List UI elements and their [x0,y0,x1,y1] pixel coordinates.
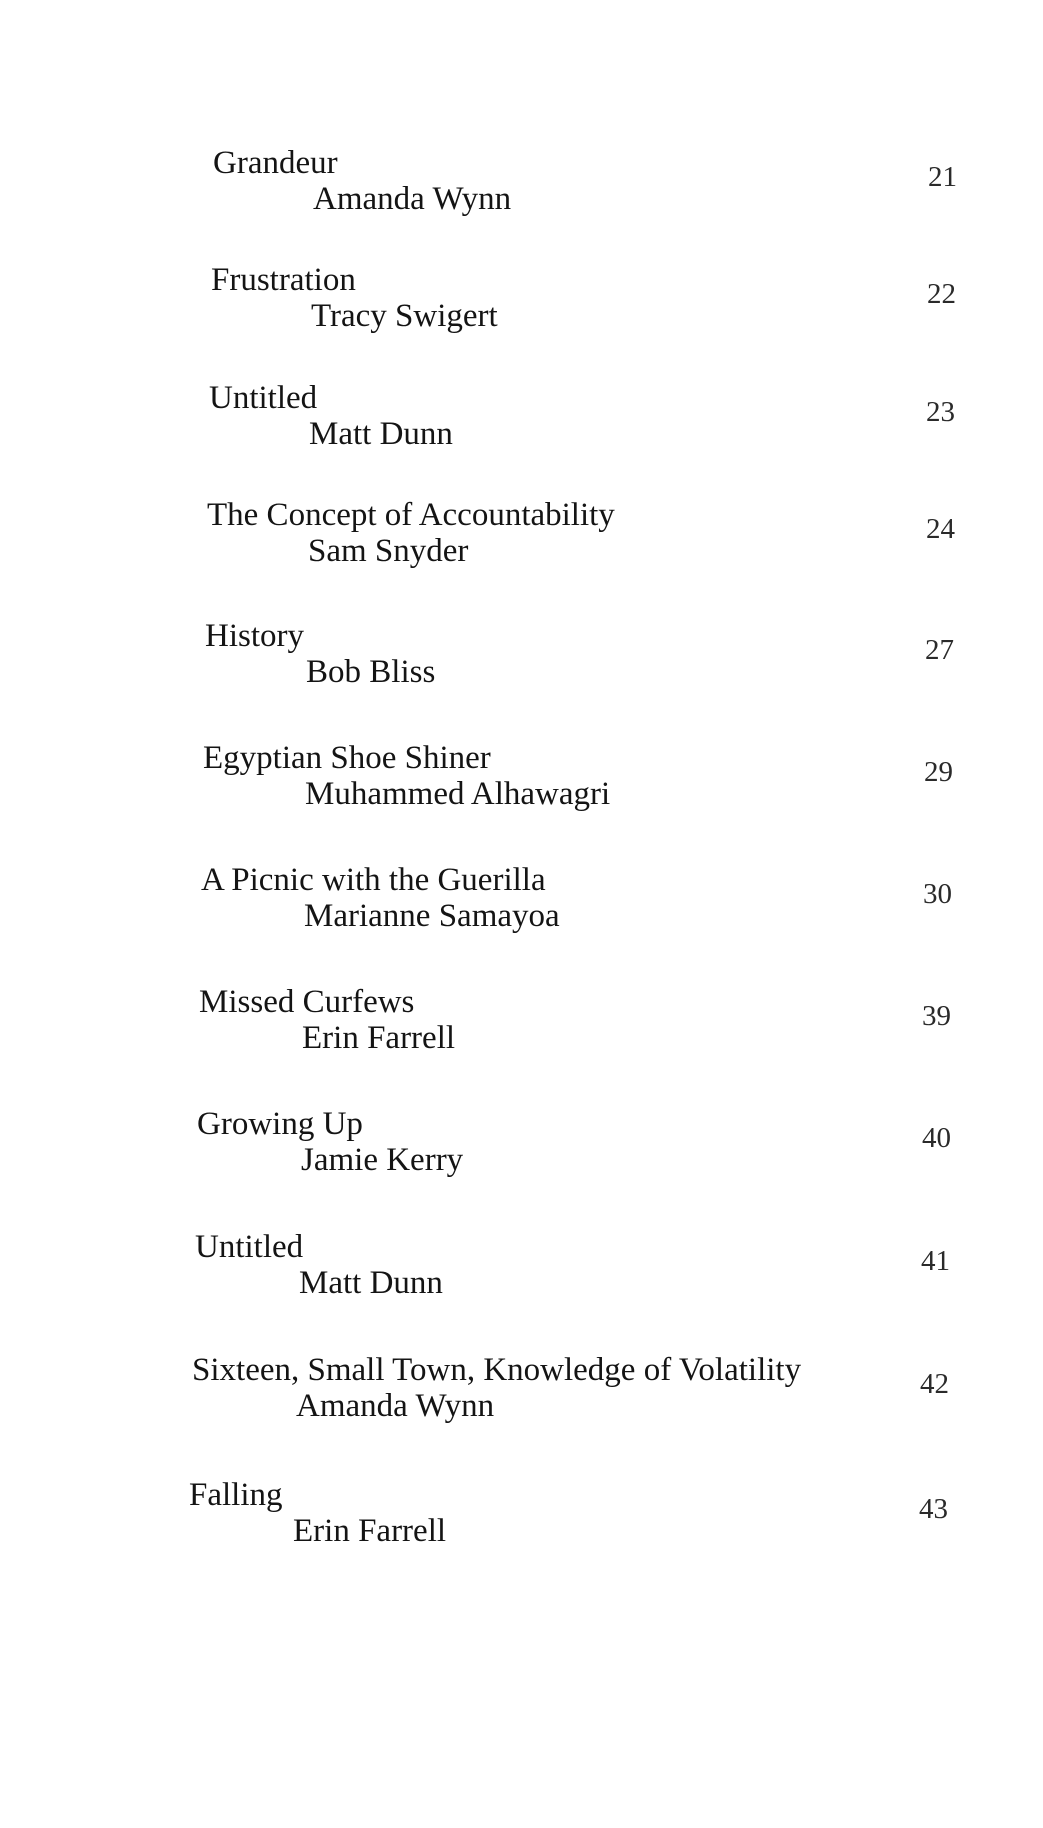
entry-title: Missed Curfews [199,984,415,1020]
entry-author: Marianne Samayoa [304,898,560,934]
entry-author: Muhammed Alhawagri [305,776,611,812]
entry-page-number: 21 [928,161,957,193]
entry-author: Erin Farrell [302,1020,456,1056]
entry-title: Frustration [211,262,356,298]
entry-title: The Concept of Accountability [207,497,615,533]
entry-page-number: 42 [920,1368,949,1400]
entry-page-number: 24 [926,513,955,545]
entry-title: Sixteen, Small Town, Knowledge of Volatility [192,1352,802,1388]
entry-author: Jamie Kerry [301,1142,464,1178]
toc-entry [0,860,1043,970]
entry-page-number: 30 [923,878,952,910]
toc-entry [0,1350,1043,1460]
entry-author: Matt Dunn [309,416,453,452]
entry-author: Amanda Wynn [313,181,512,217]
entry-page-number: 22 [927,278,956,310]
entry-page-number: 29 [924,756,953,788]
entry-page-number: 39 [922,1000,951,1032]
entry-title: Egyptian Shoe Shiner [203,740,491,776]
entry-page-number: 27 [925,634,954,666]
entry-title: Falling [189,1477,283,1513]
entry-title: Untitled [195,1229,304,1265]
entry-title: Growing Up [197,1106,363,1142]
entry-author: Matt Dunn [299,1265,443,1301]
toc-entry [0,738,1043,848]
toc-entry [0,616,1043,726]
toc-entry [0,143,1043,253]
entry-page-number: 41 [921,1245,950,1277]
entry-author: Amanda Wynn [296,1388,495,1424]
toc-entry [0,495,1043,605]
entry-author: Tracy Swigert [311,298,498,334]
entry-author: Bob Bliss [306,654,436,690]
entry-author: Erin Farrell [293,1513,447,1549]
entry-author: Sam Snyder [308,533,469,569]
entry-page-number: 40 [922,1122,951,1154]
entry-page-number: 23 [926,396,955,428]
entry-title: History [205,618,304,654]
toc-entry [0,260,1043,370]
toc-entry [0,378,1043,488]
toc-entry [0,1104,1043,1214]
toc-entry [0,982,1043,1092]
toc-entry [0,1475,1043,1585]
entry-page-number: 43 [919,1493,948,1525]
entry-title: A Picnic with the Guerilla [201,862,546,898]
entry-title: Grandeur [213,145,338,181]
toc-entry [0,1227,1043,1337]
entry-title: Untitled [209,380,318,416]
